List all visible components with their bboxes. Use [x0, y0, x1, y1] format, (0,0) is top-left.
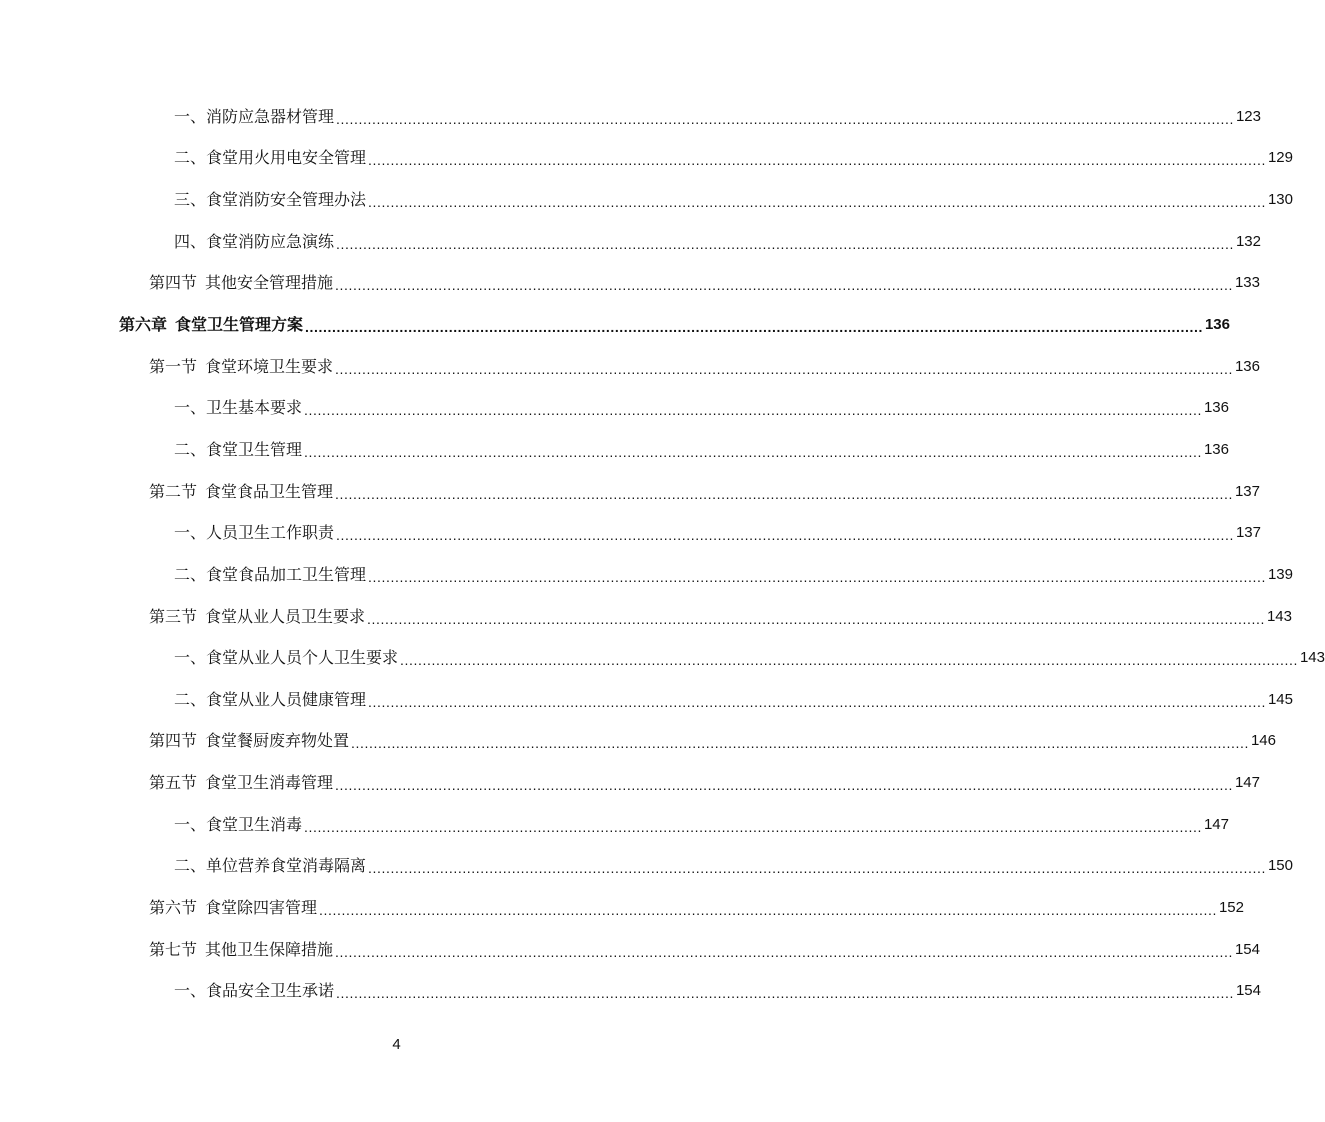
toc-dot-leader: ........................................................................................................................................................................................................	[335, 777, 1233, 794]
toc-dot-leader: ........................................................................................................................................................................................................	[336, 235, 1234, 252]
toc-entry-page: 136	[1204, 316, 1230, 334]
toc-entry-number: 一、	[174, 106, 207, 126]
toc-entry-title: 其他安全管理措施	[205, 273, 334, 293]
toc-entry-number: 第四节	[149, 731, 198, 751]
toc-entry-number: 第六章	[119, 315, 168, 335]
toc-entry-number: 第五节	[149, 773, 198, 793]
toc-entry-title: 食堂用火用电安全管理	[206, 148, 367, 168]
toc-entry-number: 一、	[174, 814, 207, 834]
toc-subsection-entry[interactable]	[0, 970, 1261, 1012]
toc-subsection-entry[interactable]	[0, 554, 1293, 596]
toc-entry-page: 136	[1234, 357, 1260, 375]
toc-entry-number: 第一节	[149, 356, 198, 376]
toc-entry-title: 食堂消防安全管理办法	[206, 190, 367, 210]
toc-entry-page: 145	[1267, 690, 1293, 708]
toc-section-entry[interactable]	[0, 346, 1260, 388]
toc-entry-number: 一、	[174, 648, 207, 668]
toc-entry-page: 147	[1234, 774, 1260, 792]
toc-dot-leader: ........................................................................................................................................................................................................	[305, 319, 1203, 336]
toc-entry-page: 132	[1235, 232, 1261, 250]
toc-entry-title: 卫生基本要求	[206, 398, 303, 418]
toc-subsection-entry[interactable]	[0, 179, 1293, 221]
toc-dot-leader: ........................................................................................................................................................................................................	[335, 943, 1233, 960]
toc-dot-leader: ........................................................................................................................................................................................................	[368, 693, 1266, 710]
toc-section-entry[interactable]	[0, 887, 1244, 929]
toc-section-entry[interactable]	[0, 721, 1276, 763]
toc-entry-number: 二、	[174, 856, 207, 876]
toc-entry-title: 食堂从业人员卫生要求	[205, 606, 366, 626]
toc-entry-title: 单位营养食堂消毒隔离	[206, 856, 367, 876]
toc-entry-title: 食品安全卫生承诺	[206, 981, 335, 1001]
toc-subsection-entry[interactable]	[0, 804, 1229, 846]
toc-entry-page: 133	[1234, 274, 1260, 292]
table-of-contents	[0, 96, 1325, 1012]
toc-subsection-entry[interactable]	[0, 138, 1293, 180]
toc-subsection-entry[interactable]	[0, 221, 1261, 263]
toc-entry-page: 150	[1267, 857, 1293, 875]
toc-entry-number: 一、	[174, 523, 207, 543]
toc-entry-title: 人员卫生工作职责	[206, 523, 335, 543]
toc-dot-leader: ........................................................................................................................................................................................................	[336, 985, 1234, 1002]
toc-entry-title: 食堂食品加工卫生管理	[206, 564, 367, 584]
toc-entry-title: 消防应急器材管理	[206, 106, 335, 126]
toc-entry-page: 137	[1234, 482, 1260, 500]
toc-entry-page: 130	[1267, 191, 1293, 209]
toc-subsection-entry[interactable]	[0, 846, 1293, 888]
toc-section-entry[interactable]	[0, 929, 1260, 971]
toc-entry-page: 123	[1235, 107, 1261, 125]
toc-entry-title: 食堂从业人员健康管理	[206, 689, 367, 709]
toc-entry-page: 154	[1235, 982, 1261, 1000]
toc-entry-page: 147	[1203, 815, 1229, 833]
toc-entry-number: 一、	[174, 981, 207, 1001]
toc-entry-page: 146	[1250, 732, 1276, 750]
toc-entry-page: 137	[1235, 524, 1261, 542]
toc-entry-title: 其他卫生保障措施	[205, 939, 334, 959]
toc-dot-leader: ........................................................................................................................................................................................................	[368, 568, 1266, 585]
toc-dot-leader: ........................................................................................................................................................................................................	[335, 360, 1233, 377]
toc-subsection-entry[interactable]	[0, 96, 1261, 138]
toc-dot-leader: ........................................................................................................................................................................................................	[367, 610, 1265, 627]
toc-dot-leader: ........................................................................................................................................................................................................	[368, 194, 1266, 211]
toc-entry-number: 四、	[174, 231, 207, 251]
toc-dot-leader: ........................................................................................................................................................................................................	[304, 818, 1202, 835]
toc-dot-leader: ........................................................................................................................................................................................................	[304, 402, 1202, 419]
toc-entry-number: 第四节	[149, 273, 198, 293]
toc-dot-leader: ........................................................................................................................................................................................................	[335, 277, 1233, 294]
toc-entry-page: 139	[1267, 565, 1293, 583]
toc-entry-page: 143	[1299, 649, 1325, 667]
toc-section-entry[interactable]	[0, 596, 1292, 638]
toc-entry-page: 129	[1267, 149, 1293, 167]
toc-entry-title: 食堂餐厨废弃物处置	[205, 731, 350, 751]
toc-entry-title: 食堂卫生管理	[206, 439, 303, 459]
toc-subsection-entry[interactable]	[0, 679, 1293, 721]
toc-subsection-entry[interactable]	[0, 637, 1325, 679]
toc-entry-title: 食堂食品卫生管理	[205, 481, 334, 501]
toc-entry-title: 食堂消防应急演练	[206, 231, 335, 251]
toc-entry-page: 154	[1234, 940, 1260, 958]
toc-subsection-entry[interactable]	[0, 387, 1229, 429]
toc-entry-number: 二、	[174, 689, 207, 709]
toc-entry-title: 食堂除四害管理	[205, 897, 318, 917]
toc-dot-leader: ........................................................................................................................................................................................................	[368, 860, 1266, 877]
toc-subsection-entry[interactable]	[0, 429, 1229, 471]
page-number: 4	[392, 1036, 401, 1053]
toc-dot-leader: ........................................................................................................................................................................................................	[336, 110, 1234, 127]
toc-entry-page: 152	[1218, 898, 1244, 916]
toc-entry-title: 食堂从业人员个人卫生要求	[206, 648, 399, 668]
toc-entry-number: 第三节	[149, 606, 198, 626]
toc-entry-page: 136	[1203, 399, 1229, 417]
toc-entry-title: 食堂环境卫生要求	[205, 356, 334, 376]
toc-dot-leader: ........................................................................................................................................................................................................	[304, 443, 1202, 460]
toc-entry-number: 二、	[174, 564, 207, 584]
toc-dot-leader: ........................................................................................................................................................................................................	[368, 152, 1266, 169]
toc-section-entry[interactable]	[0, 762, 1260, 804]
toc-dot-leader: ........................................................................................................................................................................................................	[335, 485, 1233, 502]
toc-section-entry[interactable]	[0, 263, 1260, 305]
toc-entry-number: 二、	[174, 439, 207, 459]
toc-entry-page: 136	[1203, 440, 1229, 458]
toc-entry-title: 食堂卫生消毒管理	[205, 773, 334, 793]
toc-entry-number: 三、	[174, 190, 207, 210]
toc-entry-number: 第六节	[149, 897, 198, 917]
toc-dot-leader: ........................................................................................................................................................................................................	[319, 901, 1217, 918]
toc-entry-page: 143	[1266, 607, 1292, 625]
toc-entry-title: 食堂卫生消毒	[206, 814, 303, 834]
toc-entry-number: 二、	[174, 148, 207, 168]
toc-dot-leader: ........................................................................................................................................................................................................	[336, 527, 1234, 544]
toc-dot-leader: ........................................................................................................................................................................................................	[400, 652, 1298, 669]
toc-entry-number: 一、	[174, 398, 207, 418]
toc-dot-leader: ........................................................................................................................................................................................................	[351, 735, 1249, 752]
toc-subsection-entry[interactable]	[0, 512, 1261, 554]
toc-entry-title: 食堂卫生管理方案	[175, 315, 304, 335]
toc-section-entry[interactable]	[0, 471, 1260, 513]
toc-chapter-entry[interactable]	[0, 304, 1230, 346]
toc-entry-number: 第二节	[149, 481, 198, 501]
toc-entry-number: 第七节	[149, 939, 198, 959]
